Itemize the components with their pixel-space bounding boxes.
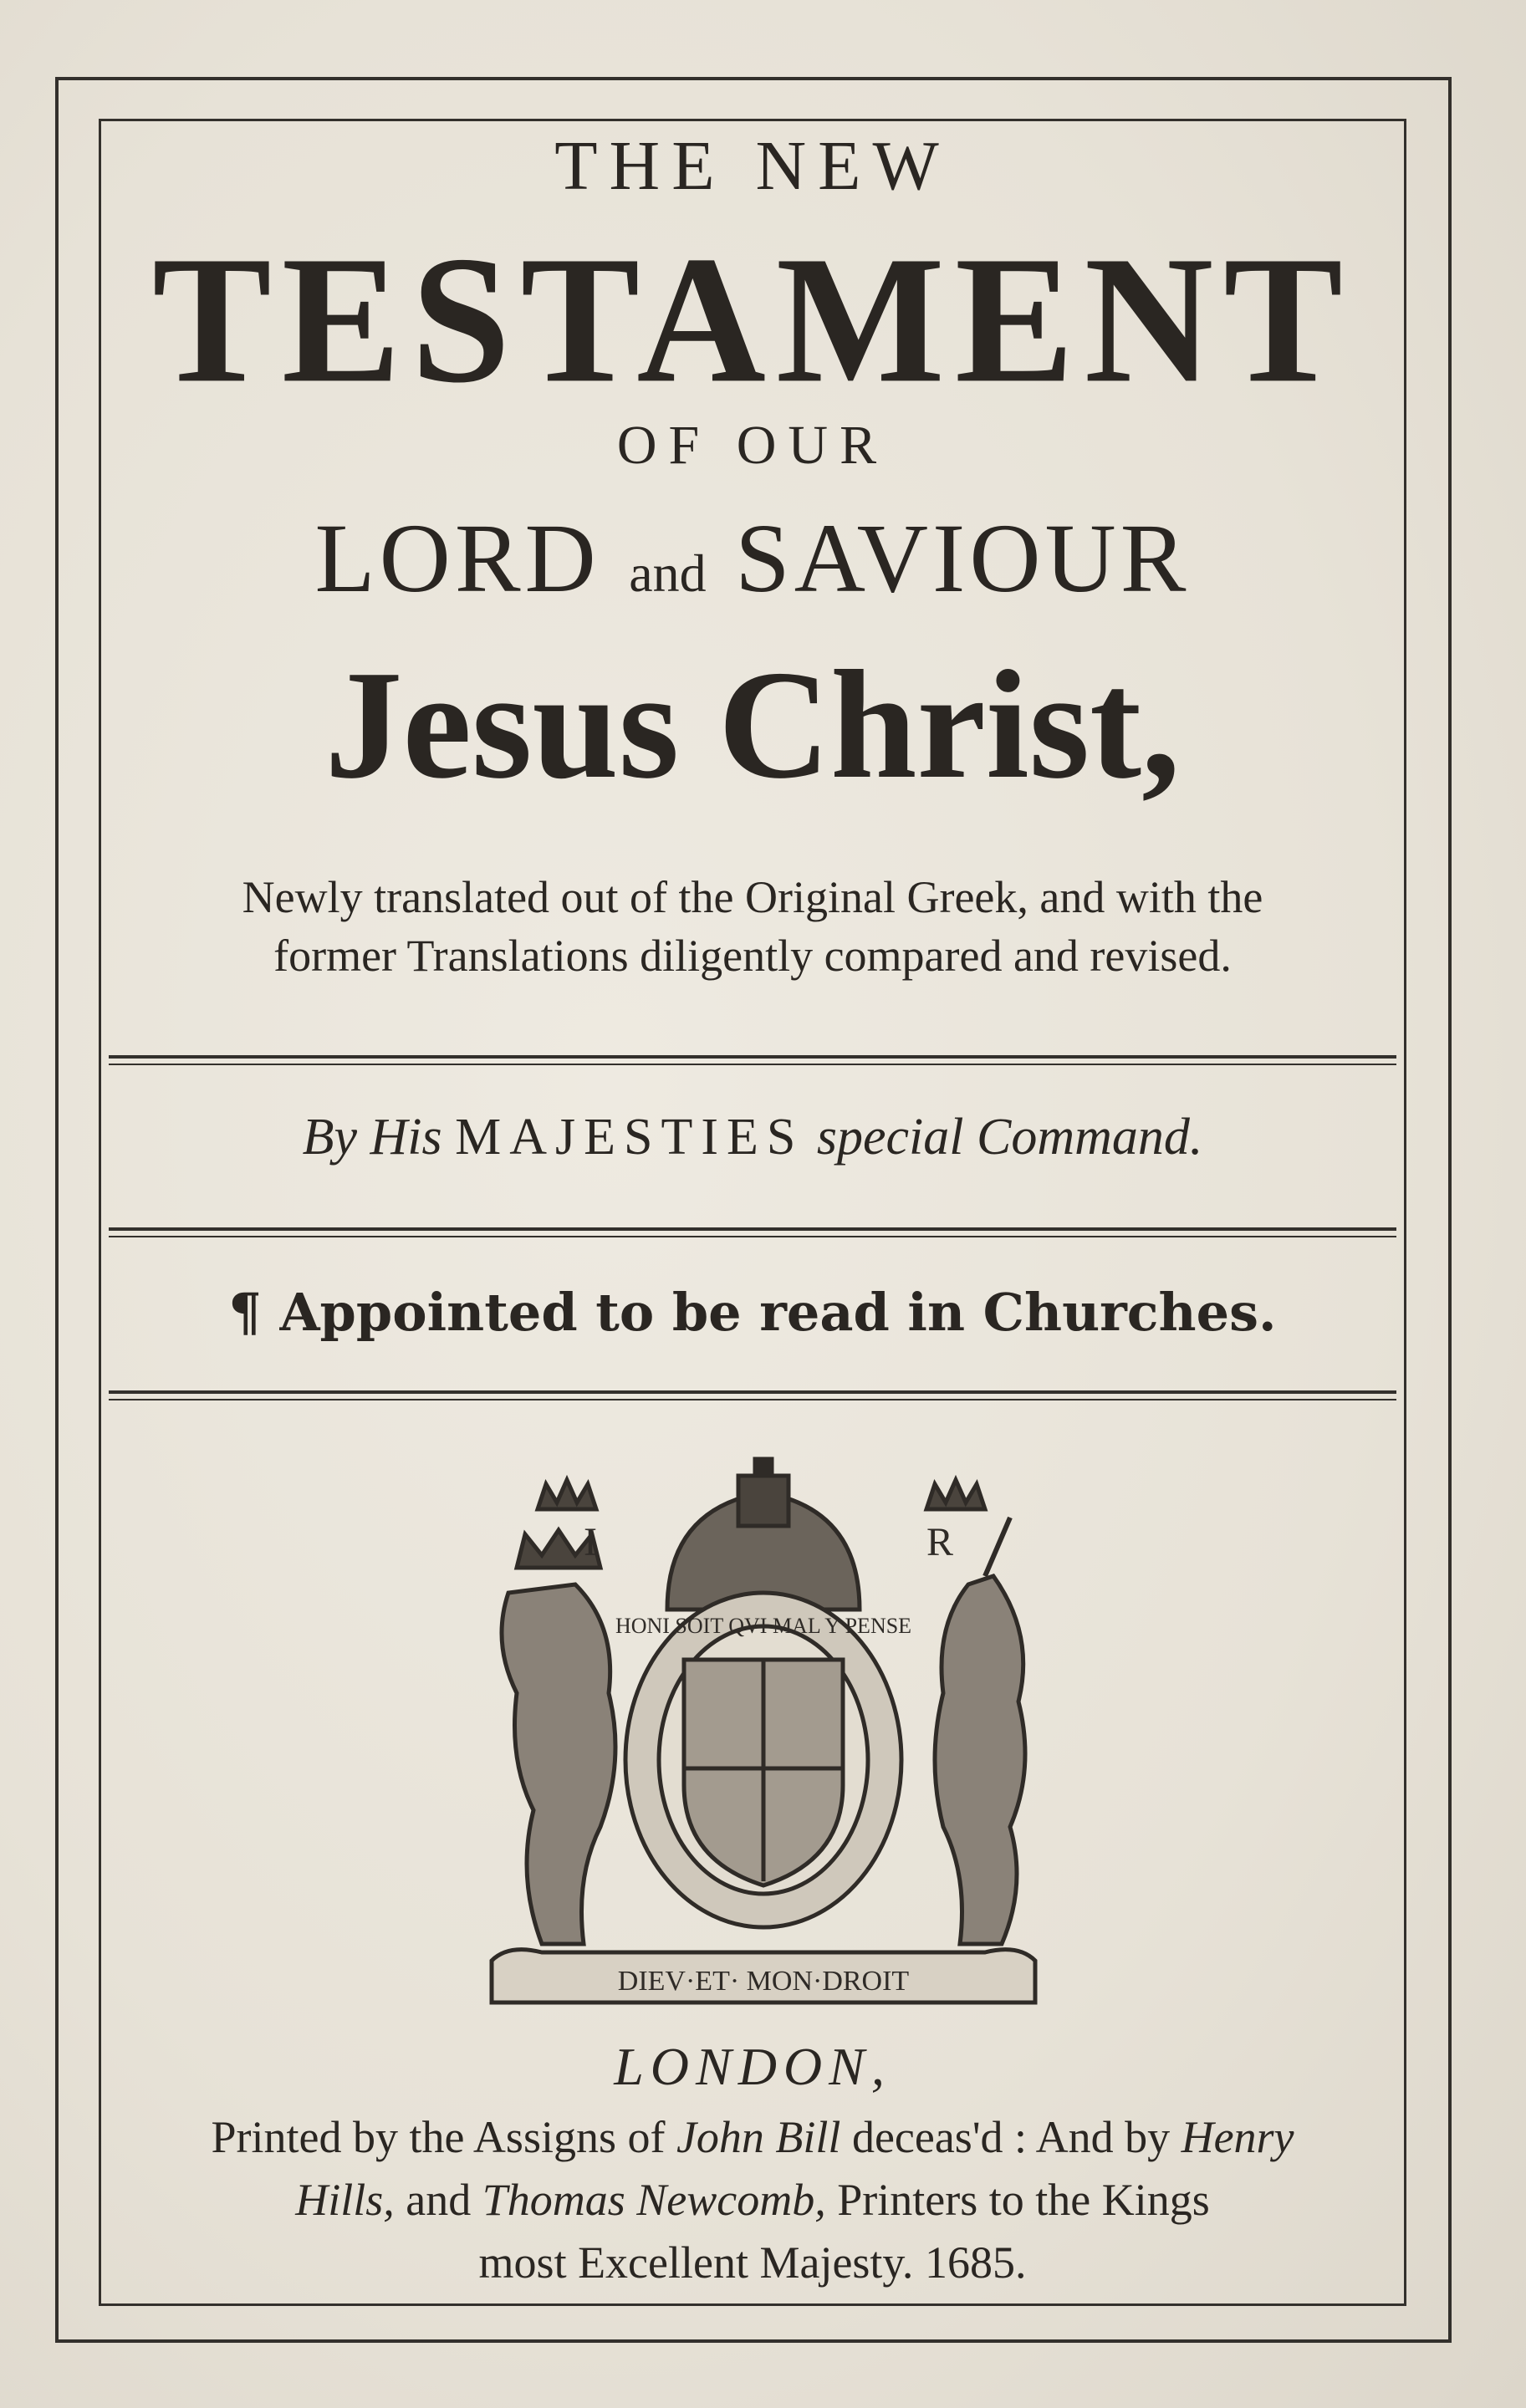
description-line-1: Newly translated out of the Original Greek, and with the xyxy=(242,872,1263,922)
imprint-1-a: Printed by the Assigns of xyxy=(211,2112,666,2162)
command-special: special Command. xyxy=(816,1109,1203,1166)
imprint-year: 1685. xyxy=(924,2237,1027,2288)
arms-initial-left: I xyxy=(584,1520,597,1564)
title-line-jesus-christ: Jesus Christ, xyxy=(324,639,1181,811)
imprint-line-1 xyxy=(99,2111,1406,2163)
rule-divider-1b xyxy=(109,1064,1396,1065)
imprint-2-a: and xyxy=(406,2175,472,2225)
imprint-3: most Excellent Majesty. xyxy=(478,2237,914,2288)
imprint-2-name2: Thomas Newcomb, xyxy=(482,2175,826,2225)
arms-motto: DIEV·ET· MON·DROIT xyxy=(617,1966,910,1997)
description-line-2: former Translations diligently compared and revised. xyxy=(273,931,1232,981)
title-word-saviour: SAVIOUR xyxy=(735,503,1191,613)
appointed-line: ¶ Appointed to be read in Churches. xyxy=(228,1282,1277,1343)
imprint-2-name: Hills, xyxy=(295,2175,395,2225)
imprint-line-3 xyxy=(99,2237,1406,2288)
title-line-the-new: THE NEW xyxy=(554,127,951,205)
imprint-place: LONDON, xyxy=(614,2037,891,2096)
title-line-lord-saviour xyxy=(99,502,1406,615)
rule-divider-2 xyxy=(109,1227,1396,1231)
imprint-2-b: Printers to the Kings xyxy=(837,2175,1210,2225)
title-line-of-our: OF OUR xyxy=(616,415,889,476)
rule-divider-3b xyxy=(109,1399,1396,1400)
title-word-lord: LORD xyxy=(314,503,600,613)
rule-divider-2b xyxy=(109,1236,1396,1237)
arms-initial-right: R xyxy=(926,1520,954,1564)
imprint-1-name: John Bill xyxy=(676,2112,841,2162)
royal-coat-of-arms-icon xyxy=(458,1442,1069,2019)
title-line-testament: TESTAMENT xyxy=(152,218,1353,421)
command-majesties: MAJESTIES xyxy=(455,1109,804,1166)
imprint-1-name2: Henry xyxy=(1181,2112,1294,2162)
garter-motto: HONI SOIT QVI MAL Y PENSE xyxy=(615,1614,912,1638)
command-by-his: By His xyxy=(302,1109,442,1166)
rule-divider-3 xyxy=(109,1390,1396,1394)
title-word-and: and xyxy=(629,543,707,603)
rule-divider-1 xyxy=(109,1055,1396,1059)
imprint-1-b: deceas'd : And by xyxy=(851,2112,1171,2162)
command-line xyxy=(99,1108,1406,1167)
imprint-line-2 xyxy=(99,2174,1406,2226)
